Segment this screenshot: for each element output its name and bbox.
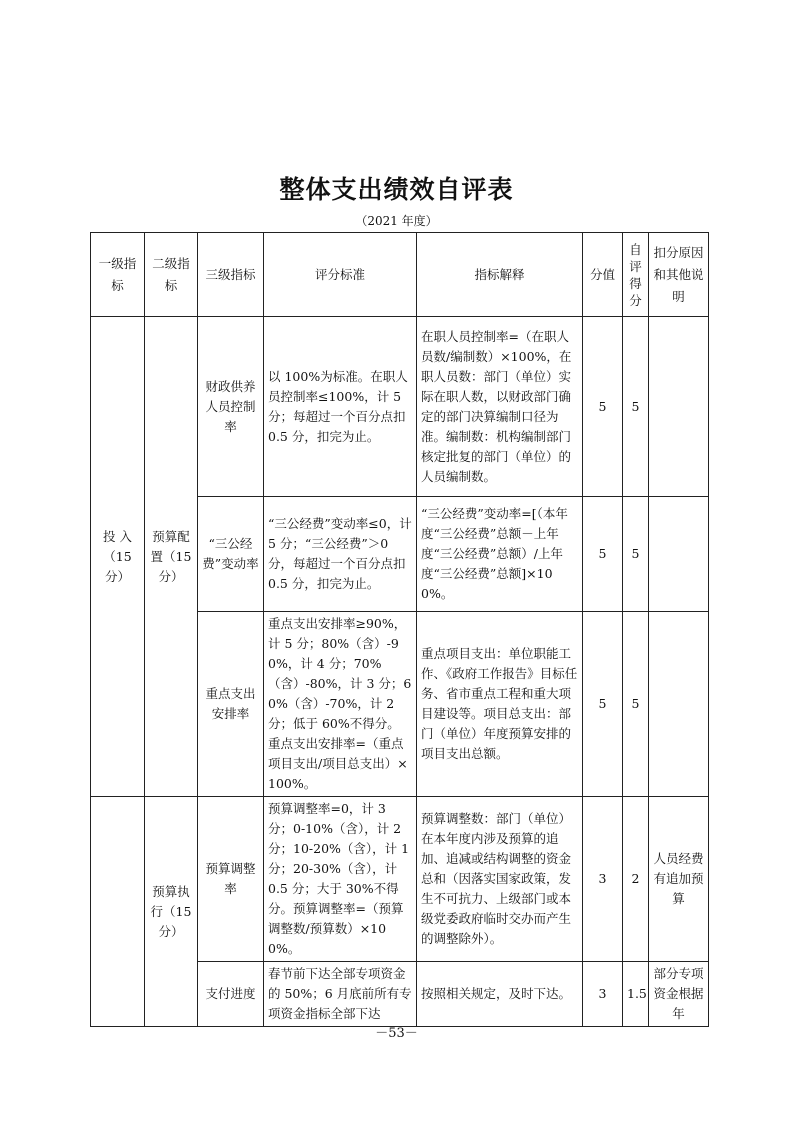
row-score: 5 (583, 612, 623, 797)
row-explanation: 预算调整数：部门（单位）在本年度内涉及预算的追加、追减或结构调整的资金总和（因落实国家政策，发生不可抗力、上级部门或本级党委政府临时交办而产生的调整除外）。 (417, 797, 583, 962)
row-score: 5 (583, 317, 623, 497)
row-level3: 预算调整率 (198, 797, 264, 962)
row-explanation: 在职人员控制率=（在职人员数/编制数）×100%，在职人员数：部门（单位）实际在职人数，以财政部门确定的部门决算编制口径为准。编制数：机构编制部门核定批复的部门（单位）的人员编制数。 (417, 317, 583, 497)
header-level1: 一级指标 (91, 233, 145, 317)
header-notes: 扣分原因和其他说明 (649, 233, 709, 317)
header-explanation: 指标解释 (417, 233, 583, 317)
row-level3: 支付进度 (198, 962, 264, 1027)
row-criteria: 春节前下达全部专项资金的 50%；6 月底前所有专项资金指标全部下达 (264, 962, 417, 1027)
group-level2-budget-execution: 预算执行（15 分） (145, 797, 198, 1027)
header-row (91, 233, 709, 317)
row-criteria: 以 100%为标准。在职人员控制率≤100%，计 5 分；每超过一个百分点扣 0.5 分，扣完为止。 (264, 317, 417, 497)
row-self-score: 5 (623, 497, 649, 612)
table-row (91, 317, 709, 497)
row-notes (649, 612, 709, 797)
row-explanation: “三公经费”变动率=[（本年度“三公经费”总额－上年度“三公经费”总额）/上年度“三公经费”总额]×100%。 (417, 497, 583, 612)
row-level3: 重点支出安排率 (198, 612, 264, 797)
row-self-score: 2 (623, 797, 649, 962)
group-level1-input: 投 入（15 分） (91, 317, 145, 797)
row-criteria: 重点支出安排率≥90%，计 5 分；80%（含）-90%，计 4 分；70%（含）-80%，计 3 分；60%（含）-70%，计 2 分；低于 60%不得分。重点支出安排率=（重点项目支出/项目总支出）×100%。 (264, 612, 417, 797)
row-level3: 财政供养人员控制率 (198, 317, 264, 497)
row-notes: 部分专项资金根据年 (649, 962, 709, 1027)
row-self-score: 1.5 (623, 962, 649, 1027)
row-explanation: 重点项目支出：单位职能工作、《政府工作报告》目标任务、省市重点工程和重大项目建设等。项目总支出：部门（单位）年度预算安排的项目支出总额。 (417, 612, 583, 797)
group-level1-blank (91, 797, 145, 1027)
header-score: 分值 (583, 233, 623, 317)
row-score: 3 (583, 962, 623, 1027)
table-row (91, 797, 709, 962)
header-level3: 三级指标 (198, 233, 264, 317)
self-evaluation-table (90, 232, 709, 1027)
row-notes: 人员经费有追加预算 (649, 797, 709, 962)
row-notes (649, 497, 709, 612)
row-criteria: “三公经费”变动率≤0，计 5 分；“三公经费”＞0 分，每超过一个百分点扣 0.5 分，扣完为止。 (264, 497, 417, 612)
row-level3: “三公经费”变动率 (198, 497, 264, 612)
row-criteria: 预算调整率=0，计 3 分；0-10%（含），计 2 分；10-20%（含），计 1 分；20-30%（含），计 0.5 分；大于 30%不得分。预算调整率=（预算调整数/预算数）×100%。 (264, 797, 417, 962)
header-criteria: 评分标准 (264, 233, 417, 317)
page-number: －53－ (375, 1026, 418, 1041)
row-self-score: 5 (623, 612, 649, 797)
year-subtitle: （2021 年度） (355, 214, 438, 228)
page-title: 整体支出绩效自评表 (279, 175, 514, 204)
header-self-score: 自评得分 (623, 233, 649, 317)
row-score: 5 (583, 497, 623, 612)
row-explanation: 按照相关规定，及时下达。 (417, 962, 583, 1027)
header-level2: 二级指标 (145, 233, 198, 317)
row-notes (649, 317, 709, 497)
row-self-score: 5 (623, 317, 649, 497)
group-level2-budget-allocation: 预算配置（15 分） (145, 317, 198, 797)
row-score: 3 (583, 797, 623, 962)
